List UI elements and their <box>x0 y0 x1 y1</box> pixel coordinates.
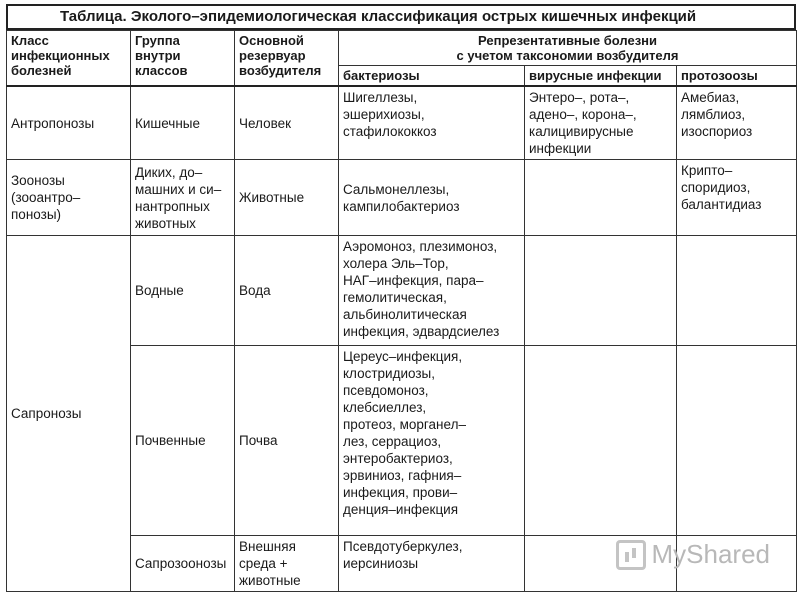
bacterial-cell: Шигеллезы, эшерихиозы, стафилококкоз <box>339 86 525 160</box>
watermark <box>616 539 771 570</box>
subheader-bacterial: бактериозы <box>339 66 525 87</box>
group-cell: Водные <box>131 236 235 346</box>
header-class: Класс инфекционных болезней <box>7 31 131 87</box>
protozoa-cell <box>677 236 797 346</box>
viral-cell <box>525 346 677 536</box>
reservoir-cell: Человек <box>235 86 339 160</box>
protozoa-cell: Амебиаз, лямблиоз, изоспориоз <box>677 86 797 160</box>
header-representative-diseases: Репрезентативные болезни с учетом таксономии возбудителя <box>339 31 797 66</box>
reservoir-cell: Животные <box>235 160 339 236</box>
reservoir-cell: Внешняя среда + животные <box>235 536 339 592</box>
protozoa-cell: Крипто– споридиоз, балантидиаз <box>677 160 797 236</box>
bacterial-cell: Псевдотуберкулез, иерсиниозы <box>339 536 525 592</box>
table-title: Таблица. Эколого–эпидемиологическая классификация острых кишечных инфекций <box>6 4 796 30</box>
table-row <box>7 86 797 160</box>
watermark-text: MyShared <box>651 539 770 569</box>
protozoa-cell <box>677 346 797 536</box>
reservoir-cell: Вода <box>235 236 339 346</box>
chart-presentation-icon <box>616 540 646 570</box>
group-cell: Кишечные <box>131 86 235 160</box>
class-cell: Сапронозы <box>7 236 131 592</box>
viral-cell <box>525 236 677 346</box>
subheader-viral: вирусные инфекции <box>525 66 677 87</box>
document-page <box>6 4 796 596</box>
table-row <box>7 160 797 236</box>
group-cell: Диких, до– машних и си– нантропных животных <box>131 160 235 236</box>
reservoir-cell: Почва <box>235 346 339 536</box>
group-cell: Сапрозоонозы <box>131 536 235 592</box>
header-reservoir: Основной резервуар возбудителя <box>235 31 339 87</box>
classification-table <box>6 30 797 592</box>
viral-cell <box>525 160 677 236</box>
table-row <box>7 236 797 346</box>
class-cell: Зоонозы (зооантро– понозы) <box>7 160 131 236</box>
bacterial-cell: Цереус–инфекция, клостридиозы, псевдомоноз, клебсиеллез, протеоз, морганел– лез, серрациоз, энтеробактериоз, эрвиниоз, гафния– инфекция, прови– денция–инфекция <box>339 346 525 536</box>
bacterial-cell: Сальмонеллезы, кампилобактериоз <box>339 160 525 236</box>
viral-cell: Энтеро–, рота–, адено–, корона–, калицивирусные инфекции <box>525 86 677 160</box>
group-cell: Почвенные <box>131 346 235 536</box>
header-group: Группа внутри классов <box>131 31 235 87</box>
class-cell: Антропонозы <box>7 86 131 160</box>
bacterial-cell: Аэромоноз, плезимоноз, холера Эль–Тор, НАГ–инфекция, пара– гемолитическая, альбинолитическая инфекция, эдвардсиелез <box>339 236 525 346</box>
subheader-protozoa: протозоозы <box>677 66 797 87</box>
header-row <box>7 31 797 66</box>
